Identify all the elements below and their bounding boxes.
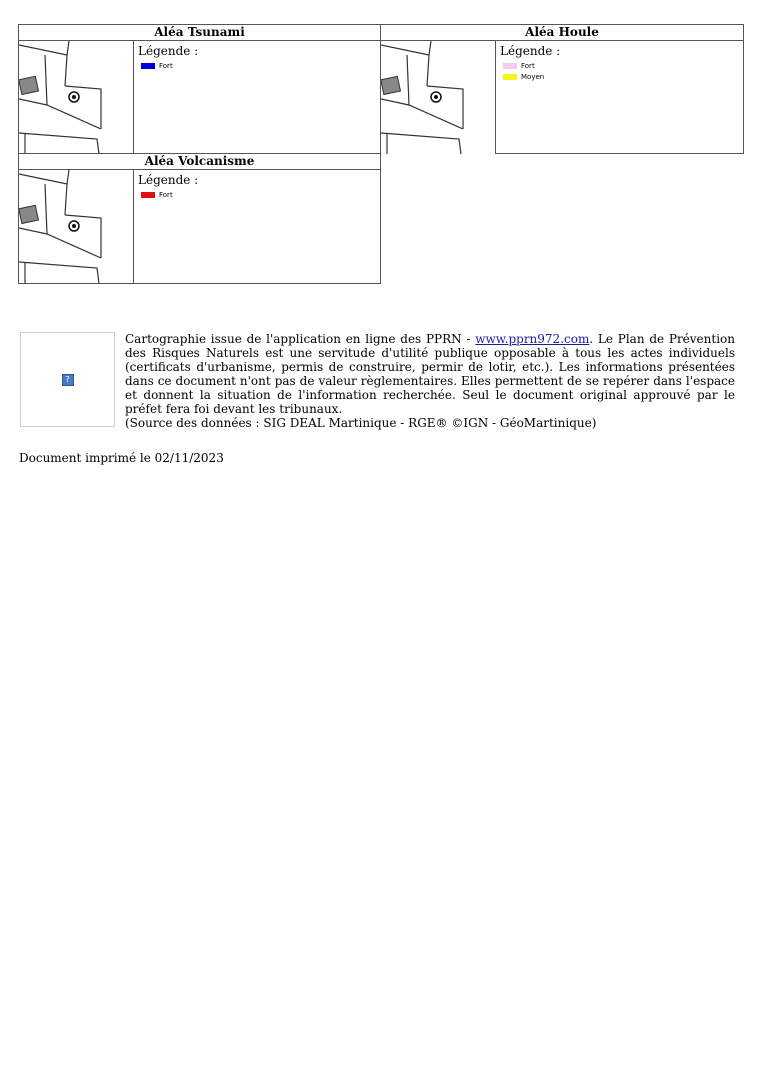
- legend-item: [138, 60, 198, 71]
- legend-swatch: [141, 192, 155, 198]
- legend-swatch: [141, 63, 155, 69]
- panel-houle: [380, 24, 744, 154]
- legend: [134, 170, 202, 283]
- legend-items: [138, 189, 198, 200]
- building-shape: [381, 76, 400, 94]
- disclaimer-intro: Cartographie issue de l'application en ligne des PPRN -: [125, 332, 476, 346]
- legend-swatch: [503, 74, 517, 80]
- legend-title: Légende :: [138, 173, 199, 187]
- parcel-map-svg: [381, 41, 496, 154]
- panel-volcanisme: [18, 153, 381, 284]
- legend: [496, 41, 564, 154]
- logo-placeholder: [20, 332, 115, 427]
- legend-label: Moyen: [521, 72, 545, 81]
- panel-title: Aléa Tsunami: [19, 25, 380, 41]
- pprn-link[interactable]: www.pprn972.com: [475, 332, 590, 346]
- disclaimer-body: . Le Plan de Prévention des Risques Naturels est une servitude d'utilité publique opposable à tous les actes individuels (certificats d'urbanisme, permis de construire, permir de lotir, etc.). Les informations présentées dans ce document n'ont pas de valeur règlementaires. Elles permettent de se repérer dans l'espace et donnent la situation de l'information recherchée. Seul le document original approuvé par le préfet fera foi devant les tribunaux.: [125, 332, 736, 416]
- parcel-map-svg: [19, 41, 134, 154]
- legend-item: [500, 71, 560, 82]
- disclaimer-text: [125, 332, 735, 430]
- legend-item: [138, 189, 198, 200]
- building-shape: [19, 76, 38, 94]
- panel-title: Aléa Houle: [381, 25, 743, 41]
- map-thumbnail: [381, 41, 496, 154]
- print-date: Document imprimé le 02/11/2023: [19, 451, 224, 465]
- panel-tsunami: [18, 24, 381, 154]
- legend-items: [500, 60, 560, 82]
- parcel-map-svg: [19, 170, 134, 283]
- legend: [134, 41, 202, 154]
- broken-image-icon: ?: [62, 374, 74, 386]
- legend-label: Fort: [159, 61, 173, 70]
- legend-items: [138, 60, 198, 71]
- legend-swatch: [503, 63, 517, 69]
- legend-label: Fort: [159, 190, 173, 199]
- legend-item: [500, 60, 560, 71]
- legend-title: Légende :: [500, 44, 561, 58]
- map-thumbnail: [19, 41, 134, 154]
- legend-title: Légende :: [138, 44, 199, 58]
- panel-title: Aléa Volcanisme: [19, 154, 380, 170]
- building-shape: [19, 205, 38, 223]
- map-thumbnail: [19, 170, 134, 283]
- data-source: (Source des données : SIG DEAL Martinique - RGE® ©IGN - GéoMartinique): [125, 416, 597, 430]
- legend-label: Fort: [521, 61, 535, 70]
